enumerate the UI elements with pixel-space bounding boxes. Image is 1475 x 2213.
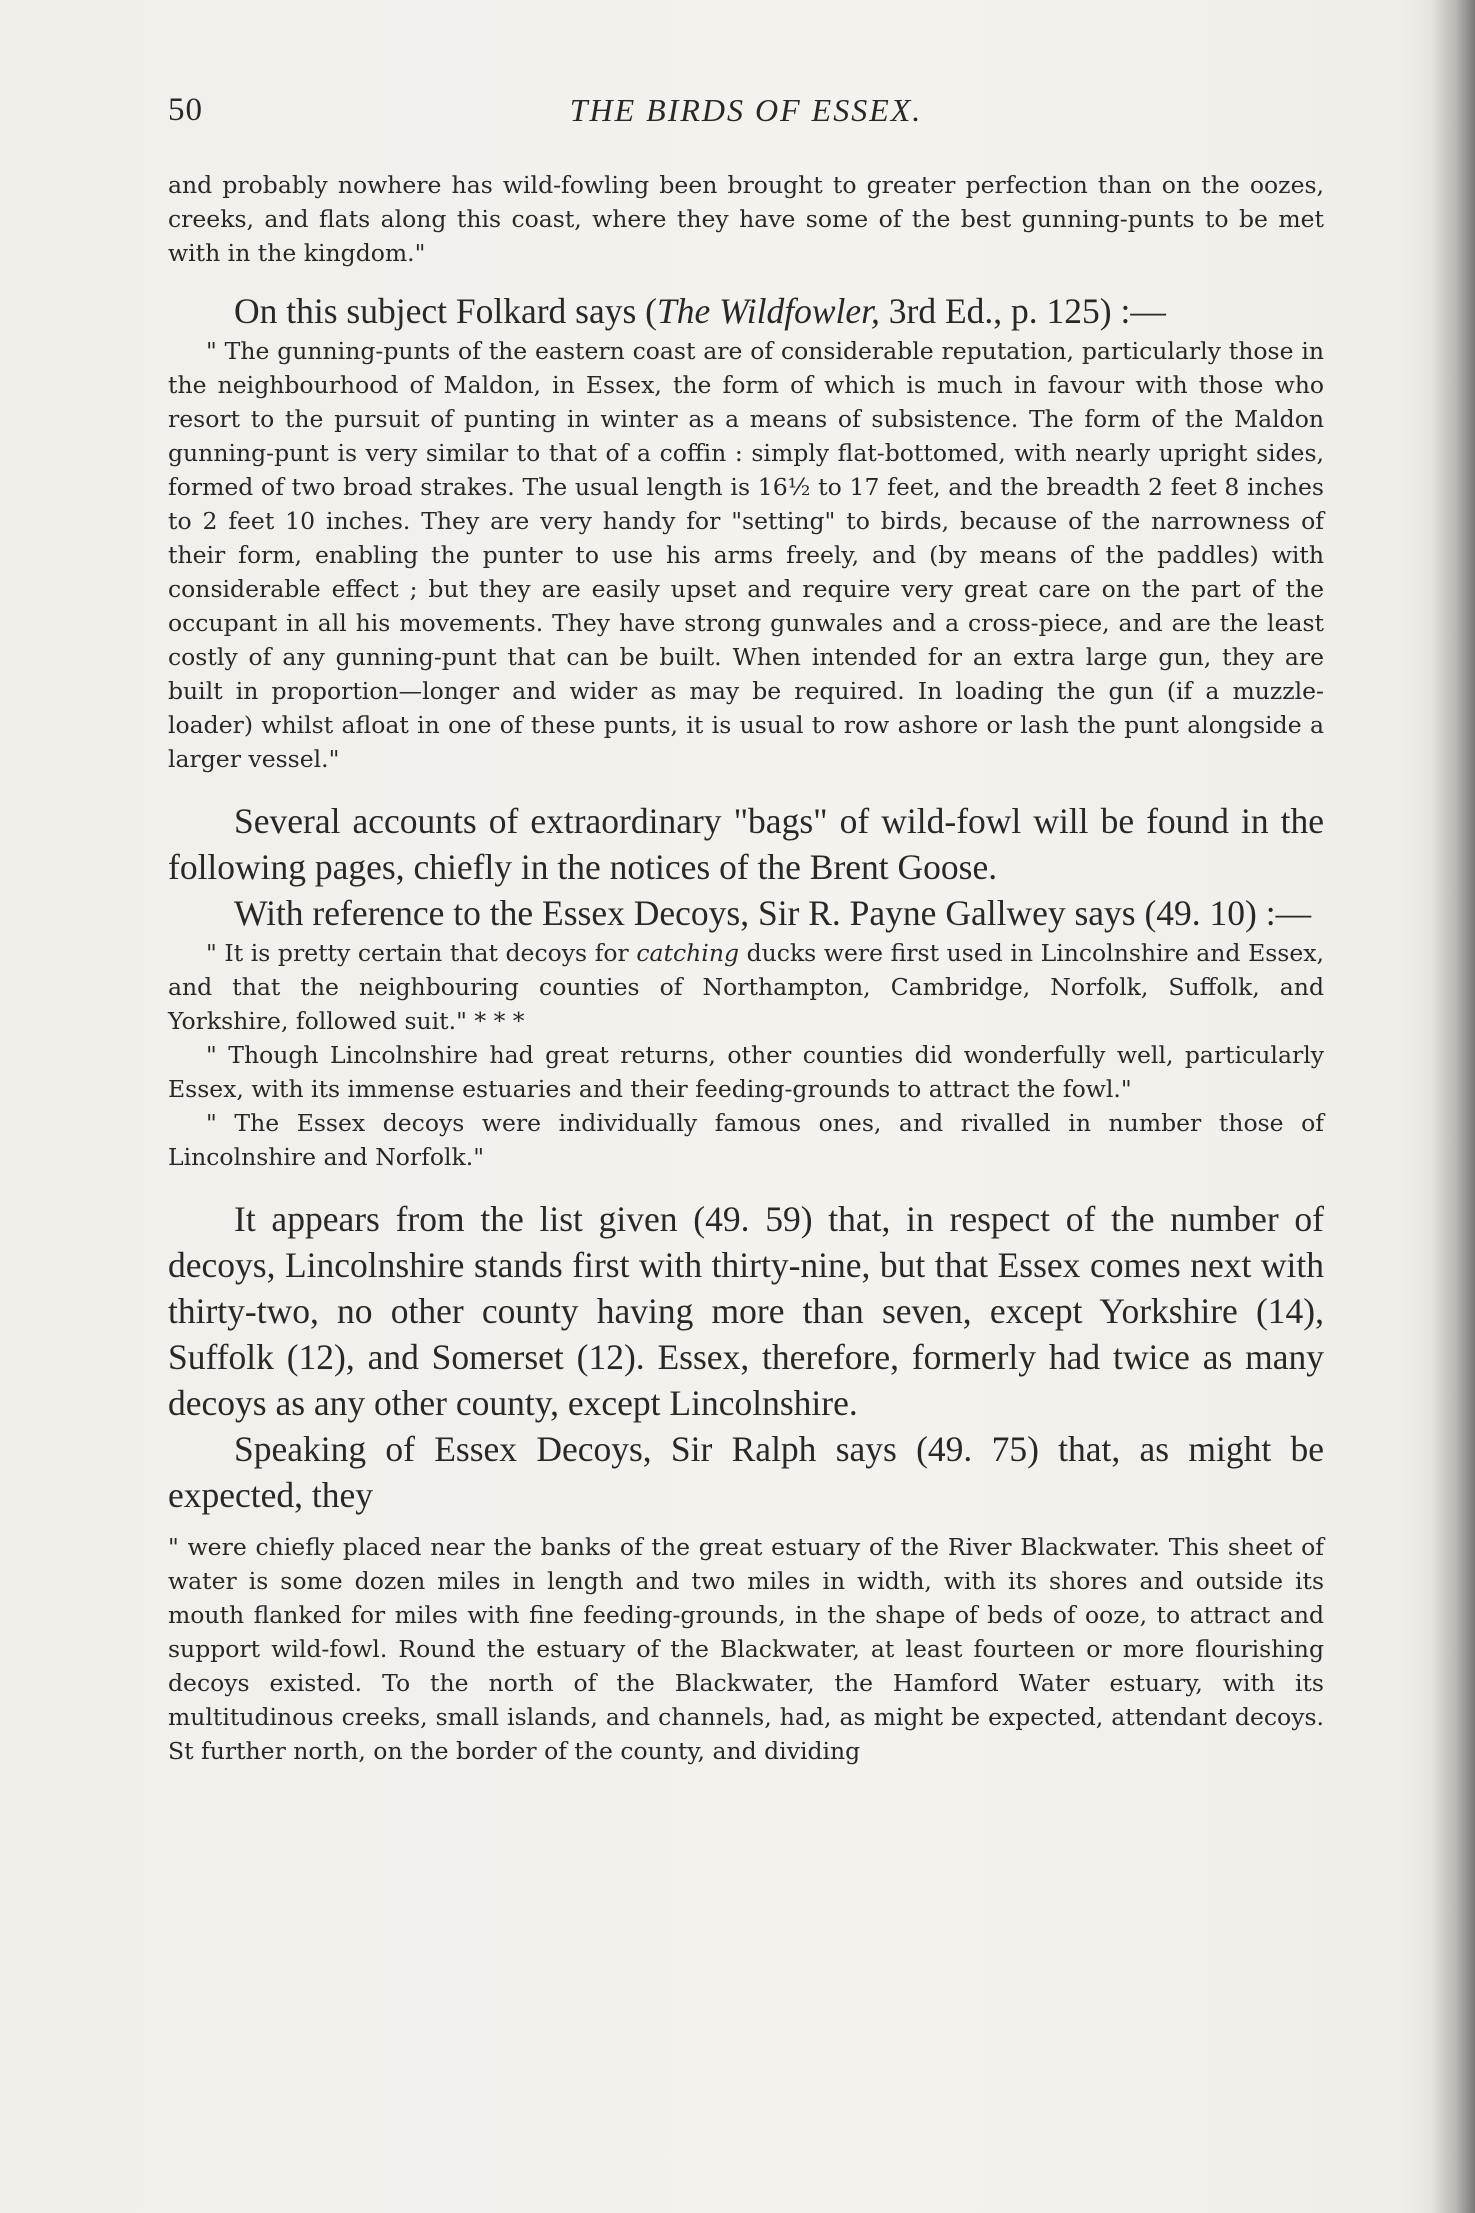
quote-gallwey-3: " The Essex decoys were individually famous ones, and rivalled in number those of Lincolnshire and Norfolk." [168, 1109, 1324, 1171]
paragraph-folkard-intro [168, 288, 1324, 334]
gallwey-quote-end: ducks were first used in Lincolnshire and Essex, and that the neighbouring counties of Northampton, Cambridge, Norfolk, Suffolk, and Yorkshire, followed suit." * * * [168, 939, 1324, 1035]
page-header [168, 92, 1324, 138]
folkard-intro-citation: 3rd Ed., p. 125) :— [879, 291, 1166, 331]
quote-continuation: and probably nowhere has wild-fowling been brought to greater perfection than on the oozes, creeks, and flats along this coast, where they have some of the best gunning-punts to be met with in the kingdom." [168, 171, 1324, 267]
page-body [168, 168, 1324, 1768]
running-title: THE BIRDS OF ESSEX. [569, 92, 923, 128]
quote-folkard: " The gunning-punts of the eastern coast are of considerable reputation, particularly those in the neighbourhood of Maldon, in Essex, the form of which is much in favour with those who resort to the pursuit of punting in winter as a means of subsistence. The form of the Maldon gunning-punt is very similar to that of a coffin : simply flat-bottomed, with nearly upright sides, formed of two broad strakes. The usual length is 16½ to 17 feet, and the breadth 2 feet 8 inches to 2 feet 10 inches. They are very handy for "setting" to birds, because of the narrowness of their form, enabling the punter to use his arms freely, and (by means of the paddles) with considerable effect ; but they are easily upset and require very great care on the part of the occupant in all his movements. They have strong gunwales and a cross-piece, and are the least costly of any gunning-punt that can be built. When intended for an extra large gun, they are built in proportion—longer and wider as may be required. In loading the gun (if a muzzle-loader) whilst afloat in one of these punts, it is usual to row ashore or lash the punt alongside a larger vessel." [168, 337, 1324, 773]
paragraph-gallwey-intro: With reference to the Essex Decoys, Sir R. Payne Gallwey says (49. 10) :— [234, 893, 1312, 933]
italic-catching: catching [636, 939, 739, 967]
binding-shadow [1431, 0, 1475, 2213]
quote-gallwey-2: " Though Lincolnshire had great returns, other counties did wonderfully well, particularly Essex, with its immense estuaries and their feeding-grounds to attract the fowl." [168, 1041, 1324, 1103]
paragraph-decoy-counts: It appears from the list given (49. 59) that, in respect of the number of decoys, Lincolnshire stands first with thirty-nine, but that Essex comes next with thirty-two, no other county having more than seven, except Yorkshire (14), Suffolk (12), and Somerset (12). Essex, therefore, formerly had twice as many decoys as any other county, except Lincolnshire. [168, 1199, 1324, 1423]
gallwey-quote-start: " It is pretty certain that decoys for [206, 939, 637, 967]
quote-blackwater: " were chiefly placed near the banks of the great estuary of the River Blackwater. This sheet of water is some dozen miles in length and two miles in width, with its shores and outside its mouth flanked for miles with fine feeding-grounds, in the shape of beds of ooze, to attract and support wild-fowl. Round the estuary of the Blackwater, at least fourteen or more flourishing decoys existed. To the north of the Blackwater, the Hamford Water estuary, with its multitudinous creeks, small islands, and channels, had, as might be expected, attendant decoys. St further north, on the border of the county, and dividing [168, 1533, 1324, 1765]
page-number: 50 [168, 92, 203, 128]
paragraph-sir-ralph: Speaking of Essex Decoys, Sir Ralph says (49. 75) that, as might be expected, they [168, 1429, 1324, 1515]
book-title-wildfowler: The Wildfowler, [657, 291, 880, 331]
quote-gallwey-1 [168, 936, 1324, 1038]
paragraph-bags: Several accounts of extraordinary "bags" of wild-fowl will be found in the following pages, chiefly in the notices of the Brent Goose. [168, 801, 1324, 887]
folkard-intro-text: On this subject Folkard says ( [234, 291, 658, 331]
